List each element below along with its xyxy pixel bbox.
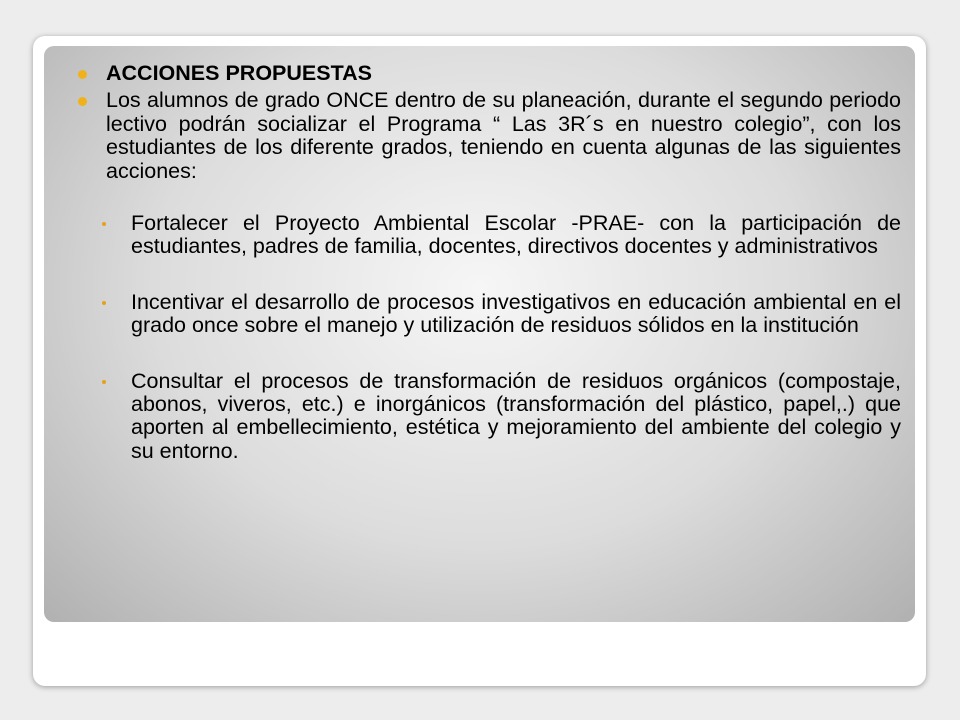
bullet-dot-icon	[78, 70, 87, 79]
heading-text: ACCIONES PROPUESTAS	[106, 61, 372, 85]
small-bullet-dot-icon	[102, 380, 106, 384]
small-bullet-dot-icon	[102, 301, 106, 305]
small-bullet-dot-icon	[102, 222, 106, 226]
bullet-dot-icon	[78, 97, 87, 106]
content-panel	[44, 46, 915, 622]
action-text: Fortalecer el Proyecto Ambiental Escolar -PRAE- con la participación de estudiantes, padres de familia, docentes, directivos docentes y administrativos	[131, 211, 901, 259]
intro-item	[66, 89, 901, 183]
action-item-research	[66, 291, 901, 338]
action-text: Consultar el procesos de transformación de residuos orgánicos (compostaje, abonos, viveros, etc.) e inorgánicos (transformación del plástico, papel,.) que aporten al embellecimiento, estética y mejoramiento del ambiente del colegio y su entorno.	[131, 368, 901, 463]
intro-text: Los alumnos de grado ONCE dentro de su planeación, durante el segundo periodo lectivo podrán socializar el Programa “ Las 3R´s en nuestro colegio”, con los estudiantes de los diferente grados, teniendo en cuenta algunas de las siguientes acciones:	[106, 88, 901, 183]
action-text: Incentivar el desarrollo de procesos investigativos en educación ambiental en el grado once sobre el manejo y utilización de residuos sólidos en la institución	[131, 289, 901, 338]
heading-item	[66, 62, 901, 85]
action-item-transformation	[66, 370, 901, 464]
action-item-prae	[66, 212, 901, 259]
